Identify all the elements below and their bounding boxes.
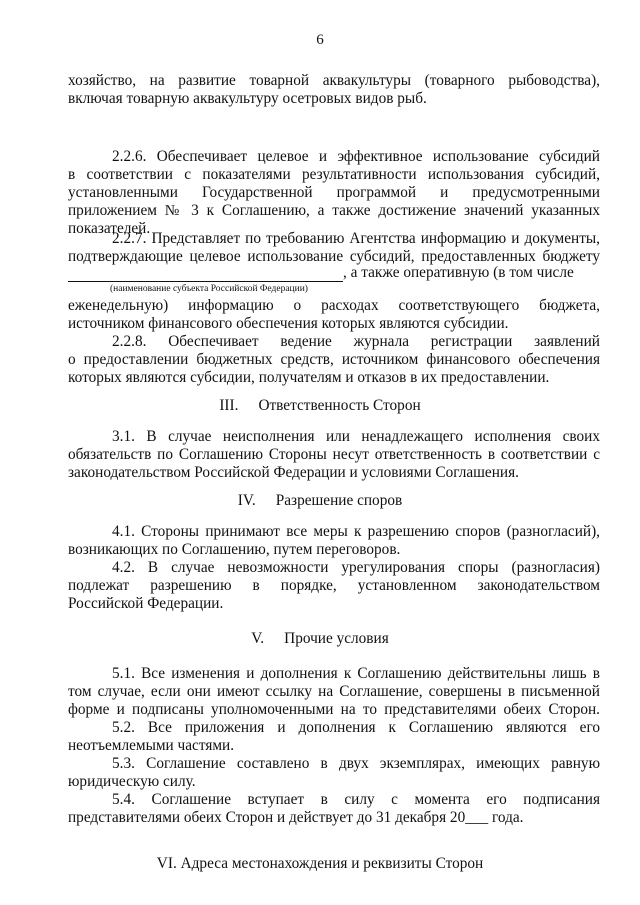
text-line: представителями обеих Сторон и действует до 31 декабря 20___ года. <box>68 809 524 826</box>
section-number: III. <box>219 397 239 414</box>
text-line: хозяйство, на развитие товарной аквакультуры (товарного рыбоводства), <box>68 72 600 89</box>
text-line: 4.2. В случае невозможности урегулирования споры (разногласия) <box>112 559 600 576</box>
section-heading-3 <box>0 397 640 415</box>
text-line: 5.4. Соглашение вступает в силу с момента его подписания <box>112 791 600 808</box>
section-heading-4 <box>0 492 640 510</box>
fill-in-blank-line <box>68 281 343 282</box>
text-line: 5.3. Соглашение составлено в двух экземплярах, имеющих равную <box>112 755 600 772</box>
text-line: 5.2. Все приложения и дополнения к Соглашению являются его <box>112 719 600 736</box>
section-heading-5 <box>0 630 640 648</box>
text-line: 2.2.6. Обеспечивает целевое и эффективное использование субсидий <box>112 148 600 165</box>
text-line: 3.1. В случае неисполнения или ненадлежащего исполнения своих <box>112 428 600 445</box>
section-title: Разрешение споров <box>275 492 403 509</box>
section-heading-6: VI. Адреса местонахождения и реквизиты Сторон <box>156 855 484 872</box>
text-line: 5.1. Все изменения и дополнения к Соглашению действительны лишь в <box>112 665 600 682</box>
text-line: 4.1. Стороны принимают все меры к разрешению споров (разногласий), <box>112 523 600 540</box>
text-line: о предоставлении бюджетных средств, источником финансового обеспечения <box>68 351 600 368</box>
text-line: источником финансового обеспечения которых являются субсидии. <box>68 315 509 332</box>
section-title: Прочие условия <box>284 630 389 647</box>
text-line: показателей. <box>68 220 151 237</box>
text-line: приложением № 3 к Соглашению, а также достижение значений указанных <box>68 202 600 219</box>
text-line: форме и подписаны уполномоченными на то представителями обеих Сторон. <box>68 701 600 718</box>
text-line: юридическую силу. <box>68 773 196 790</box>
text-line: которых являются субсидии, получателям и отказов в их предоставлении. <box>68 369 550 386</box>
text-line: 2.2.7. Представляет по требованию Агентства информацию и документы, <box>112 230 600 247</box>
page-number: 6 <box>316 32 324 48</box>
text-line: установленными Государственной программой и предусмотренными <box>68 184 600 201</box>
text-line: еженедельную) информацию о расходах соответствующего бюджета, <box>68 297 600 314</box>
text-line: включая товарную аквакультуру осетровых видов рыб. <box>68 90 427 107</box>
text-line: , а также оперативную (в том числе <box>343 264 574 281</box>
blank-caption: (наименование субъекта Российской Федерации) <box>110 284 308 294</box>
text-line: 2.2.8. Обеспечивает ведение журнала регистрации заявлений <box>112 333 600 350</box>
text-line: подлежат разрешению в порядке, установленном законодательством <box>68 577 600 594</box>
section-title: Ответственность Сторон <box>258 397 421 414</box>
text-line: в соответствии с показателями результативности использования субсидий, <box>68 166 600 183</box>
text-line: обязательств по Соглашению Стороны несут ответственность в соответствии с <box>68 446 600 463</box>
text-line: подтверждающие целевое использование субсидий, предоставленных бюджету <box>68 248 600 265</box>
text-line: Российской Федерации. <box>68 595 224 612</box>
text-line: том случае, если они имеют ссылку на Соглашение, совершены в письменной <box>68 683 600 700</box>
text-line: возникающих по Соглашению, путем переговоров. <box>68 541 401 558</box>
section-number: V. <box>251 630 265 647</box>
text-line: законодательством Российской Федерации и условиями Соглашения. <box>68 464 519 481</box>
section-number: IV. <box>237 492 256 509</box>
text-line: неотъемлемыми частями. <box>68 737 235 754</box>
